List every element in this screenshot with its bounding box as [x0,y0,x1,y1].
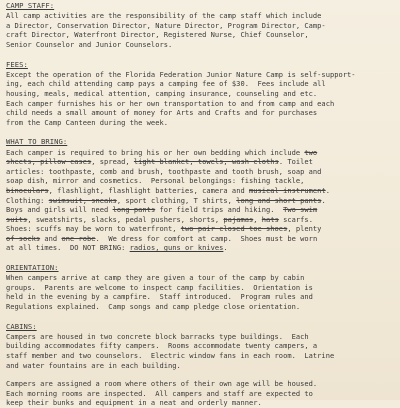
cabins-line: and water fountains are in each building. [6,360,181,370]
bring-text: Each camper is required to bring his or her own bedding which include [6,147,305,157]
cabins-line: Each morning rooms are inspected. All campers and staff are expected to [6,388,313,398]
bring-line [6,215,398,225]
struck-text: of socks [6,233,41,243]
struck-text: one robe [61,233,96,243]
cabins-line: staff member and two counselors. Electric window fans in each room. Latrine [6,351,335,361]
bring-text: , sport clothing, T shirts, [116,195,237,205]
struck-text: Two swim [283,205,318,215]
orientation-line: groups. Parents are welcome to inspect camp facilities. Orientation is [6,282,313,292]
bring-text: . We dress for comfort at camp. Shoes must be worn [95,233,318,243]
bring-line [6,186,398,196]
cabins-line: Campers are assigned a room where others of their own age will be housed. [6,379,318,389]
struck-text: long and short pants [236,195,322,205]
bring-text: . [325,185,330,195]
struck-text: two [304,147,318,157]
cabins-line: Campers are housed in two concrete block barracks type buildings. Each [6,331,309,341]
fees-section [6,60,398,128]
fees-heading: FEES: [6,59,28,69]
orientation-section [6,263,398,312]
bring-line: soap dish, mirror and cosmetics. Personal belongings: fishing tackle, [6,176,305,186]
bring-text: for field trips and hiking. [155,205,284,215]
orientation-line: held in the evening by a campfire. Staff introduced. Program rules and [6,292,313,302]
fees-line: child needs a small amount of money for Arts and Crafts and for purchases [6,108,318,118]
bring-text: , plenty [287,224,322,234]
struck-text: swimsuit, sneaks [48,195,117,205]
bring-text: Clothing: [6,195,49,205]
cabins-line: keep their bunks and equipment in a neat and orderly manner. [6,398,262,408]
bring-line: articles: toothpaste, comb and brush, toothpaste and tooth brush, soap and [6,166,322,176]
struck-text: suits [6,214,28,224]
document-body [6,1,398,408]
struck-text: binoculars [6,185,49,195]
bring-text: , [253,214,262,224]
fees-line: from the Camp Canteen during the week. [6,117,168,127]
orientation-line: Regulations explained. Camp songs and camp pledge close orientation. [6,302,301,312]
bring-line [6,196,398,206]
struck-text: sheets, pillow cases [6,157,92,167]
bring-text: , flashlight, flashlight batteries, camera and [48,185,249,195]
do-not-bring-list: radios, guns or knives [129,243,224,253]
bring-text: Boys and girls will need [6,205,113,215]
bring-text: . [223,243,228,253]
camp-staff-line: Senior Counselor and Junior Counselors. [6,39,173,49]
struck-text: long pants [112,205,156,215]
orientation-line: When campers arrive at camp they are given a tour of the camp by cabin [6,273,305,283]
bring-text: scarfs. [278,214,313,224]
camp-staff-line: All camp activities are the responsibility of the camp staff which include [6,11,322,21]
bring-text: at all times. DO NOT BRING: [6,243,130,253]
bring-text: , sweatshirts, slacks, pedal pushers, shorts, [27,214,224,224]
what-to-bring-section [6,137,398,253]
bring-text: . Toilet [278,157,313,167]
struck-text: hats [261,214,279,224]
what-to-bring-heading: WHAT TO BRING: [6,137,68,147]
struck-text: musical instrument [248,185,326,195]
struck-text: light blanket, towels, wash cloths [133,157,279,167]
camp-staff-section [6,1,398,50]
bring-text: , spread, [91,157,134,167]
cabins-line: building accommodates fifty campers. Rooms accommodate twenty campers, a [6,341,318,351]
bring-text: and [40,233,62,243]
bring-line [6,234,398,244]
camp-staff-line: a Director, Conservation Director, Nature Director, Program Director, Camp- [6,20,326,30]
cabins-section [6,322,398,408]
bring-text: . [321,195,326,205]
bring-line [6,243,398,253]
camp-staff-heading: CAMP STAFF: [6,1,55,10]
bring-line [6,224,398,234]
struck-text: two pair closed toe shoes [180,224,288,234]
fees-line: Each camper furnishes his or her own transportation to and from camp and each [6,98,335,108]
bring-line [6,148,398,158]
camp-staff-line: craft Director, Waterfront Director, Registered Nurse, Chief Counselor, [6,30,309,40]
bring-line [6,205,398,215]
fees-line: ing, each child attending camp pays a camping fee of $30. Fees include all [6,79,326,89]
cabins-heading: CABINS: [6,321,37,331]
bring-text: Shoes: scuffs may be worn to waterfront, [6,224,181,234]
fees-line: housing, meals, medical attention, camping insurance, counseling and etc. [6,88,318,98]
bring-line [6,157,398,167]
fees-line: Except the operation of the Florida Federation Junior Nature Camp is self-support- [6,69,356,79]
struck-text: pajamas [223,214,254,224]
orientation-heading: ORIENTATION: [6,263,59,273]
